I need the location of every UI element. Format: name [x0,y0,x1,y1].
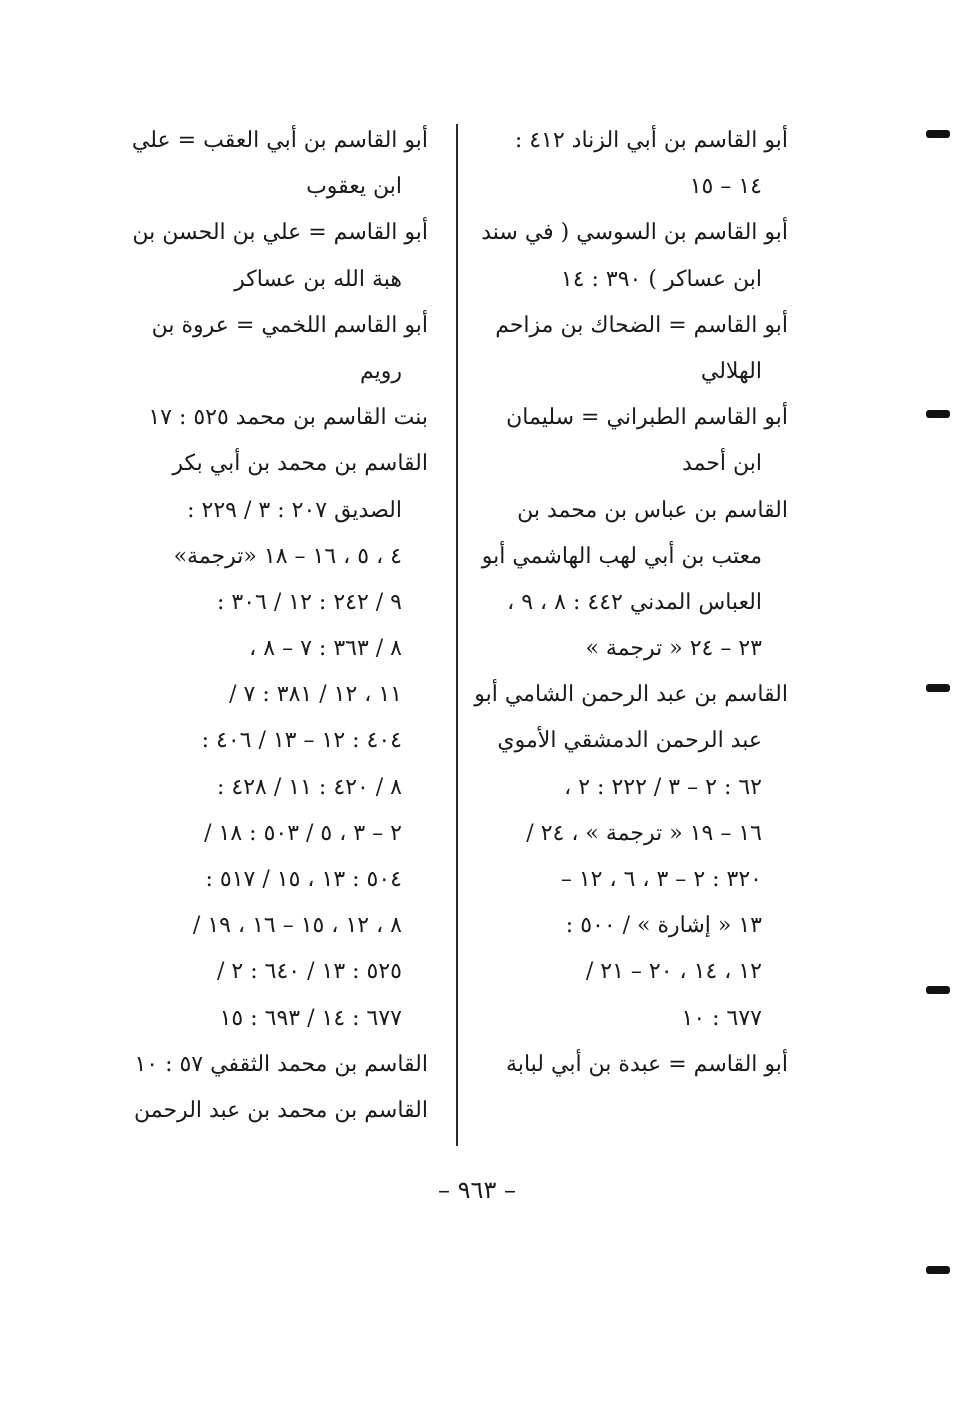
index-line: أبو القاسم = الضحاك بن مزاحم [495,312,788,338]
index-line: هبة الله بن عساكر [234,266,402,292]
binding-mark [926,1266,950,1274]
index-line: ٤٠٤ : ١٢ – ١٣ / ٤٠٦ : [201,728,402,754]
index-line: أبو القاسم الطبراني = سليمان [506,405,788,431]
index-line: ابن عساكر ) ٣٩٠ : ١٤ [560,266,762,292]
index-line: القاسم بن محمد الثقفي ٥٧ : ١٠ [134,1051,428,1077]
index-line: ١٦ – ١٩ « ترجمة » ، ٢٤ / [526,820,762,846]
index-line: ٢ – ٣ ، ٥ / ٥٠٣ : ١٨ / [204,820,402,846]
index-line: ٦٧٧ : ١٤ / ٦٩٣ : ١٥ [219,1005,402,1031]
index-line: ١١ ، ١٢ / ٣٨١ : ٧ / [229,682,402,708]
column-divider [456,124,458,1146]
binding-mark [926,130,950,138]
index-line: القاسم بن عبد الرحمن الشامي أبو [474,682,788,708]
index-line: ١٤ – ١٥ [689,174,762,200]
index-line: أبو القاسم بن أبي العقب = علي [131,128,428,153]
index-line: القاسم بن محمد بن عبد الرحمن [133,1097,428,1123]
index-line: ٦٢ : ٢ – ٣ / ٢٢٢ : ٢ ، [564,774,762,800]
index-line: الهلالي [700,358,762,384]
index-line: الصديق ٢٠٧ : ٣ / ٢٢٩ : [187,497,402,523]
page-number: – ٩٦٣ – [438,1176,516,1204]
index-line: أبو القاسم = عبدة بن أبي لبابة [506,1051,788,1077]
index-line: القاسم بن محمد بن أبي بكر [172,451,428,477]
index-line: بنت القاسم بن محمد ٥٢٥ : ١٧ [148,405,428,431]
index-line: ٩ / ٢٤٢ : ١٢ / ٣٠٦ : [217,589,402,615]
index-line: ٨ ، ١٢ ، ١٥ – ١٦ ، ١٩ / [192,913,402,939]
left-index-column [128,118,428,1134]
index-line: القاسم بن عباس بن محمد بن [517,497,788,523]
index-line: ٦٧٧ : ١٠ [681,1005,762,1031]
index-line: ٥٢٥ : ١٣ / ٦٤٠ : ٢ / [217,959,402,985]
index-line: رويم [359,358,402,384]
index-line: ابن أحمد [682,451,762,477]
index-line: معتب بن أبي لهب الهاشمي أبو [481,543,762,569]
index-line: ٨ / ٣٦٣ : ٧ – ٨ ، [249,636,402,662]
index-line: ابن يعقوب [306,174,402,200]
index-line: ٢٣ – ٢٤ « ترجمة » [585,636,762,662]
binding-mark [926,684,950,692]
binding-mark [926,986,950,994]
index-line: أبو القاسم = علي بن الحسن بن [132,220,428,246]
index-line: ١٣ « إشارة » / ٥٠٠ : [565,913,762,939]
index-line: ٨ / ٤٢٠ : ١١ / ٤٢٨ : [217,774,402,800]
right-index-column [474,118,788,1088]
index-line: ٤ ، ٥ ، ١٦ – ١٨ «ترجمة» [173,543,402,569]
index-line: أبو القاسم بن السوسي ( في سند [481,220,788,246]
index-line: ٣٢٠ : ٢ – ٣ ، ٦ ، ١٢ – [560,867,762,892]
index-line: أبو القاسم بن أبي الزناد ٤١٢ : [514,128,788,153]
index-line: عبد الرحمن الدمشقي الأموي [497,728,762,754]
index-line: ٥٠٤ : ١٣ ، ١٥ / ٥١٧ : [205,867,402,892]
index-line: العباس المدني ٤٤٢ : ٨ ، ٩ ، [507,589,762,615]
index-line: ١٢ ، ١٤ ، ٢٠ – ٢١ / [585,959,762,985]
binding-mark [926,410,950,418]
index-line: أبو القاسم اللخمي = عروة بن [151,312,428,338]
